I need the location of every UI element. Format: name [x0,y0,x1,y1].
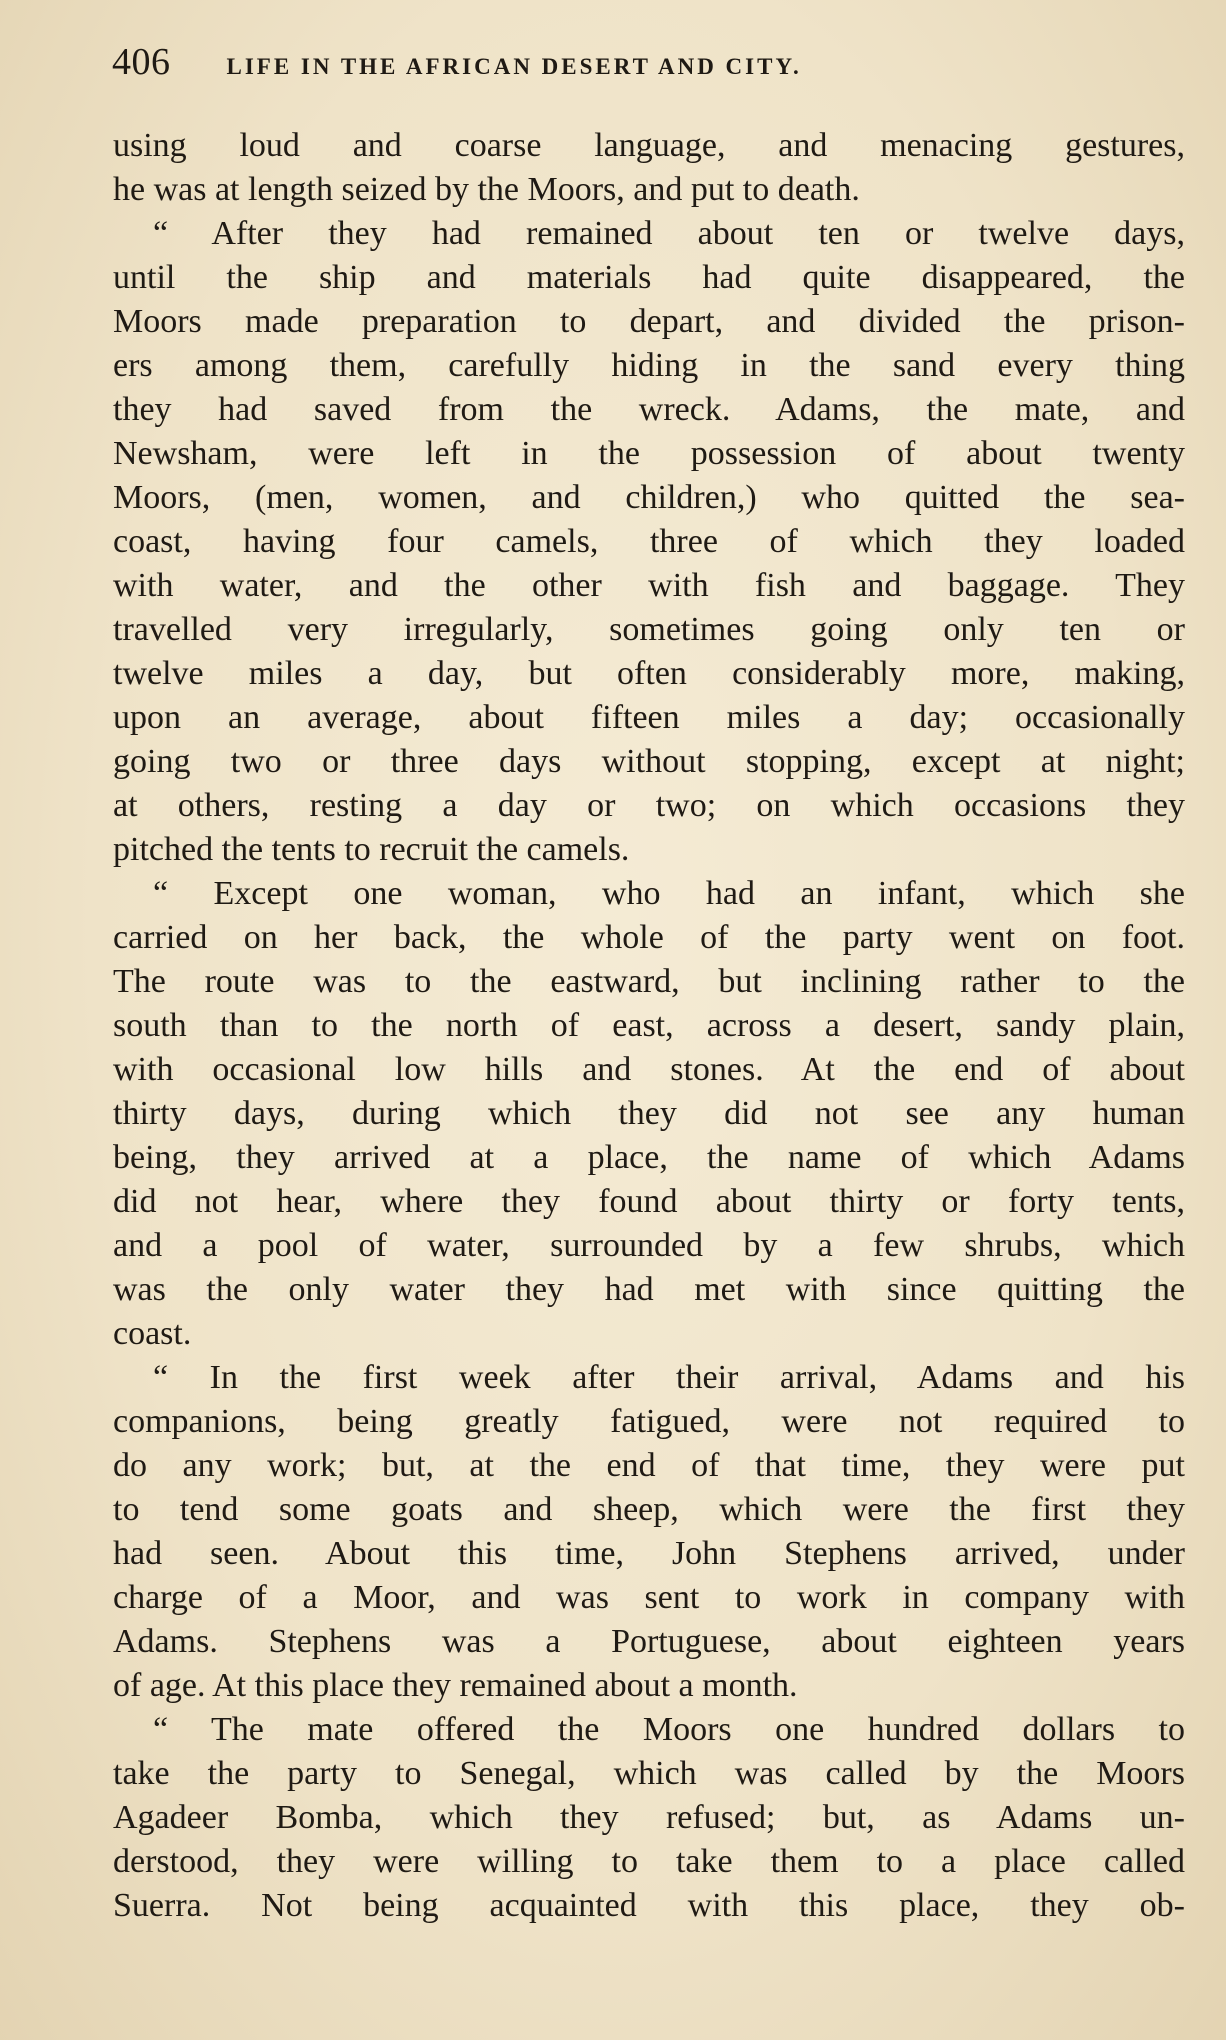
text-line: with occasional low hills and stones. At the end of about [113,1051,1185,1088]
text-line: Newsham, were left in the possession of about twenty [113,435,1185,472]
text-line: take the party to Senegal, which was called by the Moors [113,1755,1185,1792]
text-line: using loud and coarse language, and menacing gestures, [113,127,1185,164]
text-line: pitched the tents to recruit the camels. [113,831,630,868]
text-line: he was at length seized by the Moors, and put to death. [113,171,860,208]
text-line: thirty days, during which they did not see any human [113,1095,1185,1132]
body-text [113,124,1185,1928]
text-line: “ The mate offered the Moors one hundred dollars to [153,1711,1185,1748]
text-line: carried on her back, the whole of the party went on foot. [113,919,1185,956]
text-line: with water, and the other with fish and baggage. They [113,567,1185,604]
text-line: Moors made preparation to depart, and divided the prison- [113,303,1185,340]
text-line: companions, being greatly fatigued, were not required to [113,1403,1185,1440]
text-line: south than to the north of east, across a desert, sandy plain, [113,1007,1185,1044]
running-head [112,40,1112,92]
text-line: at others, resting a day or two; on which occasions they [113,787,1185,824]
text-line: and a pool of water, surrounded by a few shrubs, which [113,1227,1185,1264]
text-line: charge of a Moor, and was sent to work in company with [113,1579,1185,1616]
text-line: they had saved from the wreck. Adams, the mate, and [113,391,1185,428]
text-line: Suerra. Not being acquainted with this place, they ob- [113,1887,1185,1924]
text-line: to tend some goats and sheep, which were the first they [113,1491,1185,1528]
text-line: coast, having four camels, three of which they loaded [113,523,1185,560]
text-line: “ After they had remained about ten or twelve days, [153,215,1185,252]
text-line: did not hear, where they found about thirty or forty tents, [113,1183,1185,1220]
text-line: “ Except one woman, who had an infant, which she [153,875,1185,912]
text-line: twelve miles a day, but often considerably more, making, [113,655,1185,692]
text-line: Moors, (men, women, and children,) who quitted the sea- [113,479,1185,516]
text-line: Agadeer Bomba, which they refused; but, as Adams un- [113,1799,1185,1836]
text-line: of age. At this place they remained about a month. [113,1667,798,1704]
text-line: going two or three days without stopping, except at night; [113,743,1185,780]
text-line: had seen. About this time, John Stephens arrived, under [113,1535,1185,1572]
text-line: do any work; but, at the end of that time, they were put [113,1447,1185,1484]
text-line: until the ship and materials had quite disappeared, the [113,259,1185,296]
text-line: Adams. Stephens was a Portuguese, about eighteen years [113,1623,1185,1660]
text-line: ers among them, carefully hiding in the sand every thing [113,347,1185,384]
text-line: upon an average, about fifteen miles a day; occasionally [113,699,1185,736]
text-line: being, they arrived at a place, the name of which Adams [113,1139,1185,1176]
text-line: derstood, they were willing to take them to a place called [113,1843,1185,1880]
running-title: LIFE IN THE AFRICAN DESERT AND CITY. [226,54,802,79]
page-number: 406 [112,41,171,83]
text-line: travelled very irregularly, sometimes going only ten or [113,611,1185,648]
text-line: was the only water they had met with since quitting the [113,1271,1185,1308]
text-line: coast. [113,1315,192,1352]
text-line: “ In the first week after their arrival, Adams and his [153,1359,1185,1396]
text-line: The route was to the eastward, but inclining rather to the [113,963,1185,1000]
